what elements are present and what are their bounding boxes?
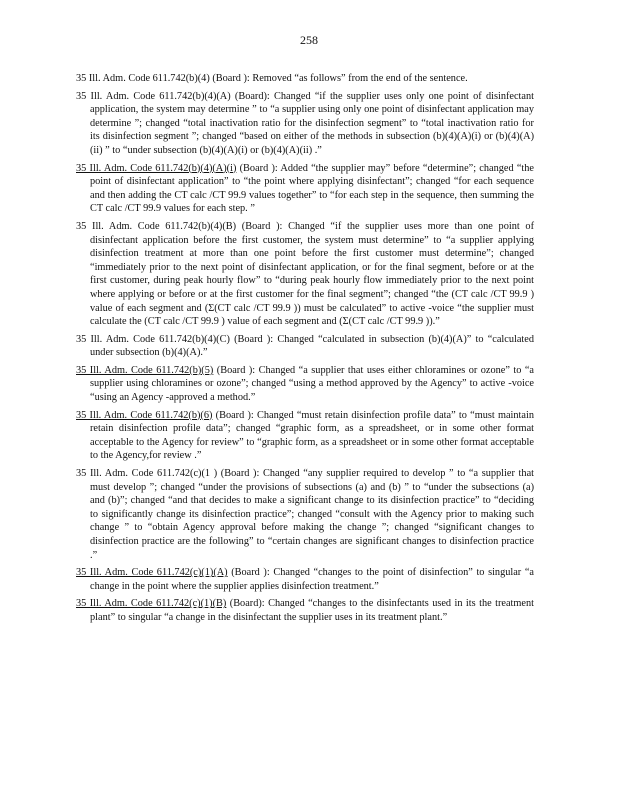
entry-text: (Board ): Changed “changes to the point of disinfection” to singular “a change in the point where the supplier applies disinfection treatment.” xyxy=(90,567,534,592)
entry-text: (Board ): Changed “a supplier that uses either chloramines or ozone” to “a supplier using chloramines or ozone”; changed “using a method approved by the Agency” to active -voice “using an Agency -approved a method.” xyxy=(90,364,535,404)
entry-citation: 35 Ill. Adm. Code 611.742(b)(5) xyxy=(76,364,214,376)
amendment-entry xyxy=(76,162,534,216)
amendment-entry xyxy=(76,90,534,158)
page-number: 258 xyxy=(300,33,318,47)
entry-citation: 35 Ill. Adm. Code 611.742(b)(4)(A) xyxy=(76,90,231,102)
entry-citation: 35 Ill. Adm. Code 611.742(c)(1)(A) xyxy=(76,567,228,579)
entry-citation: 35 Ill. Adm. Code 611.742(c)(1 ) xyxy=(76,468,218,480)
entry-text: (Board ): Added “the supplier may” before “determine”; changed “the point of disinfectant application” to “the point where applying disinfectant”; changed “for each sequence and then adding the CT calc /CT 99.9 values together” to “for each step in the sequence, then summing the CT calc /CT 99.9 values for each step. ” xyxy=(90,162,534,215)
entry-citation: 35 Ill. Adm. Code 611.742(b)(4)(B) xyxy=(76,220,237,232)
entry-text: (Board ): Changed “must retain disinfection profile data” to “must maintain retain disinfection profile data”; changed “graphic form, as a spreadsheet, or in some other format acceptable to the Agency for review” to “graphic form, as a spreadsheet or in some other format acceptable to the Agency,for review .” xyxy=(90,409,534,462)
amendment-entry xyxy=(76,220,534,329)
entry-text: (Board): Changed “changes to the disinfectants used in its the treatment plant” to singular “a change in the disinfectant the supplier uses in its treatment plant.” xyxy=(90,598,534,623)
amendment-entry xyxy=(76,333,534,360)
amendment-entry xyxy=(76,566,534,593)
entry-text: (Board ): Changed “calculated in subsection (b)(4)(A)” to “calculated under subsection (b)(4)(A).” xyxy=(90,333,534,359)
amendment-entry xyxy=(76,467,534,562)
entry-text: (Board ): Changed “any supplier required to develop ” to “a supplier that must develop ”; changed “under the provisions of subsections (a) and (b) ” to “under the subsections (a) and (b)”; changed “and that decides to make a significant change to its disinfection practice” to “deciding to significantly change its disinfection practice”; changed “consult with the Agency prior to making such change ” to “obtain Agency approval before making the change ”; changed “significant changes to disinfection practice are the following” to “certain changes are significant changes to disinfection practice .” xyxy=(90,468,534,561)
amendment-entry xyxy=(76,597,534,624)
entry-citation: 35 Ill. Adm. Code 611.742(b)(4)(A)(i) xyxy=(76,162,237,174)
entry-citation: 35 Ill. Adm. Code 611.742(b)(6) xyxy=(76,409,213,421)
entry-text: (Board ): Removed “as follows” from the end of the sentence. xyxy=(209,73,468,84)
amendment-entry xyxy=(76,72,534,86)
amendment-list xyxy=(76,72,534,629)
entry-citation: 35 Ill. Adm. Code 611.742(b)(4)(C) xyxy=(76,333,230,345)
amendment-entry xyxy=(76,409,534,463)
entry-text: (Board ): Changed “if the supplier uses more than one point of disinfectant application before the first customer, the system must determine” to “a supplier applying disinfection treatment at more than one point before the first customer must determine”; changed “immediately prior to the next point of disinfectant application, or for the final segment, before or at the first customer, during peak hourly flow” to “during peak hourly flow immediately prior to the next point where applying or before or at the first customer for the final segment”; changed “the (CT calc /CT 99.9 ) value of each segment and (Σ(CT calc /CT 99.9 )) must be calculated” to active -voice “the supplier must calculate the (CT calc /CT 99.9 ) value of each segment and (Σ(CT calc /CT 99.9 )).” xyxy=(90,220,535,328)
entry-citation: 35 Ill. Adm. Code 611.742(c)(1)(B) xyxy=(76,598,227,610)
entry-citation: 35 Ill. Adm. Code 611.742(b)(4) xyxy=(76,73,210,84)
entry-text: (Board): Changed “if the supplier uses only one point of disinfectant application, the system may determine ” to “a supplier using only one point of disinfectant application may determine ”; changed “total inactivation ratio for the disinfection segment” to “total inactivation ratio for its disinfection segment ”; changed “based on either of the methods in subsection (b)(4)(A)(i) or (b)(4)(A)(ii) ” to “under subsection (b)(4)(A)(i) or (b)(4)(A)(ii) .” xyxy=(90,90,534,156)
amendment-entry xyxy=(76,364,534,405)
